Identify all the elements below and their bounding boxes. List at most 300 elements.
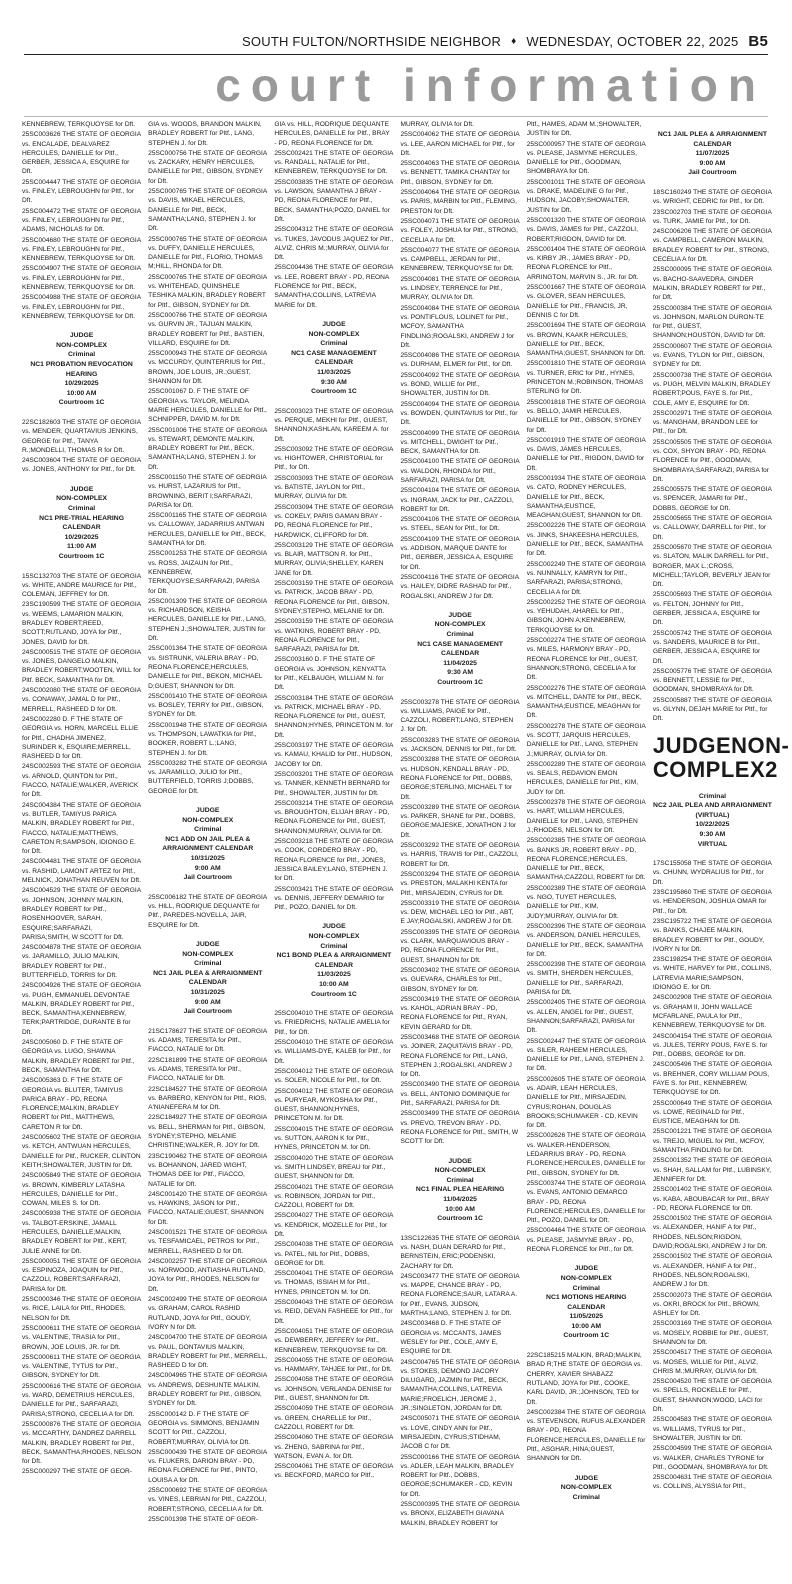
calendar-header-line: 11:00 AM [66, 543, 97, 551]
calendar-header-line: NC1 PROBATION REVOCATION HEARING [30, 361, 133, 378]
case-entry: 24SC002499 THE STATE OF GEORGIA vs. GRAHAM, CAROL RASHID RUTLAND, JOYA for Pltf., GOUDY, IVORY N for Dft. [148, 1296, 267, 1331]
calendar-header-line: 9:30 AM [321, 378, 347, 386]
calendar-header-line: NON-COMPLEX [560, 1274, 612, 1282]
case-entry: 13SC122635 THE STATE OF GEORGIA vs. NASH, DUAN DERARD for Pltf., BERNSTEIN, ERIC;PODENSKI, ZACHARY for Dft. [400, 1234, 520, 1270]
case-entry: 25SC002226 THE STATE OF GEORGIA vs. JINKS, SHAKEESHA HERCULES, DANIELLE for Pltf., BECK, SAMANTHA for Dft. [526, 522, 646, 558]
case-entry: 25SC003169 THE STATE OF GEORGIA vs. MOSELY, ROBBIE for Pltf., GUEST, SHANNON for Dft. [652, 1320, 772, 1346]
case-entry: 23SC195722 THE STATE OF GEORGIA vs. BANKS, CHAJEE MALKIN, BRADLEY ROBERT for Pltf., GOUDY, IVORY N for Dft. [652, 917, 772, 953]
publication-name: SOUTH FULTON/NORTHSIDE NEIGHBOR [242, 33, 502, 49]
case-entry: 25SC002396 THE STATE OF GEORGIA vs. ANDERSON, DANIEL HERCULES, DANIELLE for Pltf., BECK, SAMANTHA for Dft. [526, 922, 646, 958]
case-entry: 25SC003160 D. F THE STATE OF GEORGIA vs. JOHNSON, KENYATTA for Pltf., KELBAUGH, WILLIAM N. for Dft. [274, 656, 386, 692]
case-entry: 24SC005938 THE STATE OF GEORGIA vs. TALBOT-ERSKINE, JAMALL HERCULES, DANIELLE;MALKIN, BRADLEY ROBERT for Pltf., KERT, JULIE ANNE for Dft. [22, 1210, 141, 1255]
case-entry: 25SC004064 THE STATE OF GEORGIA vs. PARIS, MARBIN for Pltf., FLEMING, PRESTON for Dft. [400, 189, 520, 215]
calendar-header-line: NC1 FINAL PLEA HEARING [415, 1186, 505, 1194]
calendar-header-line: 11/04/2025 [443, 1195, 477, 1203]
case-entry: 25SC001818 THE STATE OF GEORGIA vs. BELLO, JAMIR HERCULES, DANIELLE for Pltf., GIBSON, SYDNEY for Dft. [526, 398, 646, 434]
page-number: B5 [748, 32, 768, 50]
case-entry: 25SC004061 THE STATE OF GEORGIA vs. BECKFORD, MARCO for Pltf., [274, 1463, 394, 1480]
case-entry: 24SC005060 D. F THE STATE OF GEORGIA vs. LUGO, SHAWNA MALKIN, BRADLEY ROBERT for Pltf., BECK, SAMANTHA for Dft. [22, 1039, 135, 1074]
case-entry: 25SC003292 THE STATE OF GEORGIA vs. HARRIS, TRAVIS for Pltf., CAZZOLI, ROBERT for Dft. [400, 842, 520, 868]
calendar-header-line: NON-COMPLEX [652, 732, 790, 782]
case-entry: 25SC001948 THE STATE OF GEORGIA vs. THOMPSON, LAWATKIA for Pltf., BOOKER, ROBERT L.;LANG, STEPHEN J. for Dft. [148, 721, 267, 757]
case-entry: 25SC000095 THE STATE OF GEORGIA vs. BACHO-SAAVEDRA, GINDER MALKIN, BRADLEY ROBERT for Pltf., for Dft. [652, 266, 772, 302]
case-entry: 17SC155058 THE STATE OF GEORGIA vs. CHUNN, WYDRALIUS for Pltf., for Dft. [652, 860, 772, 886]
calendar-header-line: JUDGE [322, 923, 346, 931]
case-entry: 25SC000616 THE STATE OF GEORGIA vs. WARD, DEMETRIUS HERCULES, DANIELLE for Pltf., SARFARAZI, PARISA;STRONG, CECELIA A for Dft. [22, 1382, 141, 1418]
calendar-header-line: NC1 BOND PLEA & ARRAIGNMENT CALENDAR [276, 952, 392, 969]
case-entry: 25SC002289 THE STATE OF GEORGIA vs. SEALS, REDAVION EMON HERCULES, DANIELLE for Pltf., KIM, JUDY for Dft. [526, 760, 646, 796]
diamond-separator-icon: ♦ [511, 35, 517, 47]
case-entry: 25SC001810 THE STATE OF GEORGIA vs. TURNER, ERIC for Pltf., HYNES, PRINCETON M.;ROBINSON, THOMAS STERLING for Dft. [526, 360, 646, 396]
calendar-header-line: NC1 ADD ON JAIL PLEA & ARRAIGNMENT CALENDAR [162, 835, 254, 853]
case-entry: 25SC004988 THE STATE OF GEORGIA vs. FINLEY, LEBROUGHN for Pltf., KENNEBREW, TERKQUOYSE for Dft. [22, 294, 141, 320]
case-entry: 23SC190462 THE STATE OF GEORGIA vs. BOHANNON, JARED WIGHT, THOMAS DEE for Pltf., FIACCO, NATALIE for Dft. [148, 1152, 267, 1188]
calendar-header-line: Courtroom 1C [311, 388, 357, 396]
calendar-header-line: JUDGE [448, 611, 472, 619]
calendar-header-line: 9:00 AM [194, 864, 221, 872]
calendar-header-line: 10/22/2025 [695, 821, 730, 829]
case-entry: 25SC004599 THE STATE OF GEORGIA vs. WALKER, CHARLES TYRONE for Pltf., GOODMAN, SHOMBRAYA for Dft. [652, 1445, 772, 1471]
case-entry: 25SC003288 THE STATE OF GEORGIA vs. HUDSON, KENDALL BRAY - PD, REONA FLORENCE for Pltf., DOBBS, GEORGE;STERLING, MICHAEL T for Dft. [400, 756, 520, 801]
section-rule [24, 116, 768, 117]
case-entry: 25SC003283 THE STATE OF GEORGIA vs. JACKSON, DENNIS for Pltf., for Dft. [400, 736, 520, 754]
calendar-header-line: Courtroom 1C [437, 679, 483, 686]
calendar-header-line: 11/04/2025 [443, 659, 477, 667]
case-entry: 25SC004060 THE STATE OF GEORGIA vs. ZHENG, SABRINA for Pltf., WATSON, EVAN A. for Dft. [274, 1434, 394, 1460]
case-entry: 25SC001694 THE STATE OF GEORGIA vs. BROWN, KAAKR HERCULES, DANIELLE for Pltf., BECK, SAMANTHA;GUEST, SHANNON for Dft. [526, 322, 646, 358]
case-entry: 25SC003159 THE STATE OF GEORGIA vs. PATRICK, JACOB BRAY - PD, REONA FLORENCE for Pltf., GIBSON, SYDNEY;STEPHO, MELANIE for Dft. [274, 580, 394, 615]
case-entry: 25SC005776 THE STATE OF GEORGIA vs. BENNETT, LESSIE for Pltf., GOODMAN, SHOMBRAYA for Dft. [652, 667, 772, 694]
case-entry: 25SC004010 THE STATE OF GEORGIA vs. WILLIAMS-DYE, KALEB for Pltf., for Dft. [274, 1039, 394, 1065]
calendar-header-line: Courtroom 1C [311, 990, 357, 998]
case-entry: 24SC002257 THE STATE OF GEORGIA vs. NORWOOD, ANTIASHA RUTLAND, JOYA for Pltf., RHODES, NELSON for Dft. [148, 1257, 267, 1293]
case-entry: 25SC005505 THE STATE OF GEORGIA vs. COX, SHYON BRAY - PD, REONA FLORENCE for Pltf., GOODMAN, SHOMBRAYA;SARFARAZI, PARISA for Dft. [652, 438, 772, 483]
case-entry: 25SC004472 THE STATE OF GEORGIA vs. FINLEY, LEBROUGHN for Pltf., ADAMS, NICHOLAS for Dft. [22, 207, 141, 234]
case-entry: 25SC004043 THE STATE OF GEORGIA vs. REID, DEVAN FASHEEE for Pltf., for Dft. [274, 1299, 394, 1325]
header-rule [24, 54, 768, 55]
case-entry: 24SC002280 D. F THE STATE OF GEORGIA vs. HORN, MARCELL ELLIE for Pltf., CHADHA JIMENEZ, SURINDER K, ESQUIRE;MERRELL, RASHEED D for Dft. [22, 715, 139, 761]
page-header [24, 30, 768, 52]
case-entry: 24SC004765 THE STATE OF GEORGIA vs. STOKES, DEMOND JACORY DILUGARD, JAZMIN for Pltf., BECK, SAMANTHA;COLLINS, LATREVIA MARIE;FROELICH, JEROME J., JR.;SINGLETON, JORDAN for Dft. [400, 1358, 520, 1413]
case-entry: 25SC003499 THE STATE OF GEORGIA vs. PREVO, TREVON BRAY - PD, REONA FLORENCE for Pltf., SMITH, W SCOTT for Dft. [400, 1110, 520, 1146]
calendar-header-line: JUDGE [69, 332, 94, 340]
calendar-header-line: JUDGE [322, 320, 346, 328]
case-entry: 25SC000607 THE STATE OF GEORGIA vs. EVANS, TYLON for Pltf., GIBSON, SYDNEY for Dft. [652, 342, 772, 369]
calendar-header-line: 11/03/2025 [317, 971, 351, 979]
case-entry: 24SC004529 THE STATE OF GEORGIA vs. JOHNSON, JOHNNY MALKIN, BRADLEY ROBERT for Pltf., ROSENHOOVER, SARAH, ESQUIRE;SARFARAZI, PARISA;SMITH, W SCOTT for Dft. [22, 887, 141, 941]
case-entry: 25SC002421 THE STATE OF GEORGIA vs. RANDALL, NATALIE for Pltf., KENNEBREW, TERKQUOYSE for Dft. [274, 149, 394, 176]
calendar-header-line: 11/05/2025 [569, 1313, 604, 1321]
case-entry: 25SC004109 THE STATE OF GEORGIA vs. ADDISON, MARQUE DANTE for Pltf., GERBER, JESSICA A, ESQUIRE for Dft. [400, 535, 520, 571]
case-entry: 18SC160249 THE STATE OF GEORGIA vs. WRIGHT, CEDRIC for Pltf., for Dft. [652, 188, 772, 206]
case-entry: 25SC003402 THE STATE OF GEORGIA vs. GUEVARA, CHARLES for Pltf., GIBSON, SYDNEY for Dft. [400, 966, 520, 993]
case-entry: 25SC001352 THE STATE OF GEORGIA vs. SHAH, SALLAM for Pltf., LUBINSKY, JENNIFER for Dft. [652, 1157, 772, 1183]
case-entry: 25SC004517 THE STATE OF GEORGIA vs. MOSES, WILLIE for Pltf., ALVIZ, CHRIS M.;MURRAY, OLIVIA for Dft. [652, 1349, 772, 1375]
case-entry: 25SC006182 THE STATE OF GEORGIA vs. HILL, RODRIQUE DEQUANTE for Pltf., PAREDES-NOVELLA, JAIR, ESQUIRE for Dft. [148, 893, 267, 929]
case-entry: 24SC002080 THE STATE OF GEORGIA vs. CONAWAY, JAMAL D for Pltf., MERRELL, RASHEED D for Dft. [22, 687, 141, 713]
calendar-header-line: 10:00 AM [66, 389, 97, 397]
calendar-header-line: NON-COMPLEX [434, 621, 486, 629]
case-entry: 25SC004106 THE STATE OF GEORGIA vs. STEEL, SEAN for Pltf., for Dft. [400, 516, 520, 533]
calendar-header-line: NC1 JAIL PLEA & ARRAIGNMENT CALENDAR [657, 131, 768, 148]
case-entry: 25SC004015 THE STATE OF GEORGIA vs. SUTTON, AARON K for Pltf., HYNES, PRINCETON M. for Dft. [274, 1125, 394, 1152]
case-entry: 24SC005849 THE STATE OF GEORGIA vs. BROWN, KIMBERLY LATASHA HERCULES, DANIELLE for Pltf., COWAN, MILES S. for Dft. [22, 1172, 141, 1208]
case-entry: 25SC001067 D. F THE STATE OF GEORGIA vs. TAYLOR, MELINDA MARIE HERCULES, DANIELLE for Pltf., SCHNIPPER, DAVID M. for Dft. [148, 388, 267, 424]
case-entry: 25SC005742 THE STATE OF GEORGIA vs. SANDERS, MAURICE B for Pltf., GERBER, JESSICA A, ESQUIRE for Dft. [652, 629, 772, 665]
case-entry: 25SC000142 D. F THE STATE OF GEORGIA vs. SIMMONS, BENJAMIN SCOTT for Pltf., CAZZOLI, ROBERT;MURRAY, OLIVIA for Dft. [148, 1410, 260, 1446]
case-entry: 25SC002278 THE STATE OF GEORGIA vs. SCOTT, JARQUIS HERCULES, DANIELLE for Pltf., LANG, STEPHEN J.;MURRAY, OLIVIA for Dft. [526, 722, 646, 758]
case-entry: 25SC002389 THE STATE OF GEORGIA vs. NGO, TUYET HERCULES, DANIELLE for Pltf., KIM, JUDY;MURRAY, OLIVIA for Dft. [526, 884, 646, 920]
calendar-header-line: 10/31/2025 [190, 988, 225, 996]
calendar-header-line: NC1 PRE-TRIAL HEARING CALENDAR [39, 514, 124, 532]
calendar-header-line: 9:30 AM [699, 830, 726, 838]
case-entry: 25SC000738 THE STATE OF GEORGIA vs. PUGH, MELVIN MALKIN, BRADLEY ROBERT;POUS, FAYE S. for Pltf., COLE, AMY E, ESQUIRE for Dft. [652, 371, 772, 407]
case-entry: 25SC000384 THE STATE OF GEORGIA vs. JOHNSON, MARLON DURON-TE for Pltf., GUEST, SHANNON;HOUSTON, DAVID for Dft. [652, 304, 772, 340]
case-entry: 23SC198254 THE STATE OF GEORGIA vs. WHITE, HARVEY for Pltf., COLLINS, LATREVIA MARIE;SAMPSON, IDIONGO E. for Dft. [652, 956, 772, 992]
case-entry: 25SC001165 THE STATE OF GEORGIA vs. CALLOWAY, JADARRIUS ANTWAN HERCULES, DANIELLE for Pltf., BECK, SAMANTHA for Dft. [148, 512, 267, 548]
case-entry: 24SC003468 D. F THE STATE OF GEORGIA vs. MCCANTS, JAMES WESLEY for Pltf., COLE, AMY E, ESQUIRE for Dft. [400, 1320, 502, 1356]
case-entry: 25SC004041 THE STATE OF GEORGIA vs. THOMAS, ISSIAH M for Pltf., HYNES, PRINCETON M. for Dft. [274, 1270, 394, 1296]
case-entry: 24SC004965 THE STATE OF GEORGIA vs. ANDREWS, DESHUNTE MALKIN, BRADLEY ROBERT for Pltf., GIBSON, SYDNEY for Dft. [148, 1372, 267, 1408]
case-entry: 25SC004086 THE STATE OF GEORGIA vs. DURHAM, ELMER for Pltf., for Dft. [400, 352, 520, 369]
case-entry: 25SC003201 THE STATE OF GEORGIA vs. TANNER, KENNETH BERNARD for Pltf., SHOWALTER, JUSTIN for Dft. [274, 770, 394, 797]
case-entry: 25SC000876 THE STATE OF GEORGIA vs. MCCARTHY, DANDREZ DARRELL MALKIN, BRADLEY ROBERT for Pltf., BECK, SAMANTHA;RHODES, NELSON for Dft. [22, 1420, 142, 1466]
case-entry: 25SC003218 THE STATE OF GEORGIA vs. COOK, CORDERO BRAY - PD, REONA FLORENCE for Pltf., JONES, JESSICA BAILEY;LANG, STEPHEN J. for Dft. [274, 838, 394, 883]
case-entry: 25SC002276 THE STATE OF GEORGIA vs. MITCHELL, DANTE for Pltf., BECK, SAMANTHA;EUSTICE, MEAGHAN for Dft. [526, 684, 646, 720]
case-entry: 25SC001410 THE STATE OF GEORGIA vs. BOSLEY, TERRY for Pltf., GIBSON, SYDNEY for Dft. [148, 692, 267, 719]
calendar-header-line: NON-COMPLEX [56, 495, 108, 503]
calendar-header-line: Criminal [320, 942, 348, 950]
case-entry: 25SC000649 THE STATE OF GEORGIA vs. LOWE, REGINALD for Pltf., EUSTICE, MEAGHAN for Dft. [652, 1099, 772, 1126]
case-entry: 24SC002908 THE STATE OF GEORGIA vs. GRAHAM II, JOHN WALLACE MCFARLANE, PAULA for Pltf., KENNEBREW, TERKQUOYSE for Dft. [652, 994, 772, 1030]
calendar-header-line: 11/03/2025 [317, 368, 351, 376]
calendar-header-line: 10:00 AM [571, 1322, 602, 1330]
case-entry: 23SC190599 THE STATE OF GEORGIA vs. WEEMS, LAMARION MALKIN, BRADLEY ROBERT;REED, SCOTT;RUTLAND, JOYA for Pltf., JONES, DAVID for Dft. [22, 601, 141, 646]
case-entry: 25SC004071 THE STATE OF GEORGIA vs. FOLEY, JOSHUA for Pltf., STRONG, CECELIA A for Dft. [400, 217, 520, 244]
case-entry: 24SC004154 THE STATE OF GEORGIA vs. JULES, TERRY POUS, FAYE S. for Pltf., DOBBS, GEORGE for Dft. [652, 1032, 772, 1059]
case-entry: 25SC005575 THE STATE OF GEORGIA vs. SPENCER, JAMARI for Pltf., DOBBS, GEORGE for Dft. [652, 486, 772, 512]
calendar-header-line: Jail Courtroom [688, 169, 737, 177]
case-entry: 15SC132703 THE STATE OF GEORGIA vs. WHITE, ANDRE MAURICE for Pltf., COLEMAN, JEFFREY for Dft. [22, 572, 141, 599]
calendar-header [401, 1157, 520, 1224]
case-entry: 25SC003490 THE STATE OF GEORGIA vs. BELL, ANTONIO DOMINIQUE for Pltf., SARFARAZI, PARISA for Dft. [400, 1081, 520, 1108]
case-entry: 24SC006206 THE STATE OF GEORGIA vs. CAMPBELL, CAMERON MALKIN, BRADLEY ROBERT for Pltf., STRONG, CECELIA A for Dft. [652, 228, 772, 264]
calendar-header-line: 10/31/2025 [190, 855, 225, 863]
case-entry: 25SC004084 THE STATE OF GEORGIA vs. PONTIFLOUS, LOLINET for Pltf., MCFOY, SAMANTHA FINDLING;ROGALSKI, ANDREW J for Dft. [400, 304, 520, 349]
case-entry: 25SC001502 THE STATE OF GEORGIA vs. ALEXANDER, HANIF A for Pltf., RHODES, NELSON;ROGALSKI, ANDREW J for Dft. [652, 1253, 772, 1289]
case-entry: 25SC004631 THE STATE OF GEORGIA vs. COLLINS, ALYSSIA for Pltf., [652, 1474, 772, 1491]
calendar-header-line: NC1 CASE MANAGEMENT CALENDAR [291, 349, 377, 367]
case-entry: 22SC184527 THE STATE OF GEORGIA vs. BARBERO, KENYON for Pltf., RIOS, A'NIANEFERA M for Dft. [148, 1085, 267, 1112]
calendar-header [148, 940, 267, 1017]
case-entry: 25SC000692 THE STATE OF GEORGIA vs. VINES, LEBRIAN for Pltf., CAZZOLI, ROBERT;STRONG, CECELIA A for Dft. [148, 1487, 267, 1513]
case-entry: 24SC004384 THE STATE OF GEORGIA vs. BUTLER, TAMIYUS PARICA MALKIN, BRADLEY ROBERT for Pltf., FIACCO, NATALIE;MATTHEWS, CARETON R;SAMPSON, IDIONGO E. for Dft. [22, 801, 141, 856]
column-2 [148, 120, 267, 1576]
case-entry: 25SC003093 THE STATE OF GEORGIA vs. BATISTE, JAYLON for Pltf., MURRAY, OLIVIA for Dft. [274, 474, 394, 501]
case-entry: 25SC001309 THE STATE OF GEORGIA vs. RICHARDSON, KEISHA HERCULES, DANIELLE for Pltf., LANG, STEPHEN J.;SHOWALTER, JUSTIN for Dft. [148, 597, 267, 643]
case-entry: 25SC004100 THE STATE OF GEORGIA vs. WALDON, RHONDA for Pltf., SARFARAZI, PARISA for Dft. [400, 458, 520, 484]
case-entry: 25SC003294 THE STATE OF GEORGIA vs. PRESTON, MALAKHI KENTA for Pltf., MIRSAJEDIN, CYRUS for Dft. [400, 870, 520, 897]
calendar-header-line: NON-COMPLEX [434, 1167, 486, 1175]
calendar-header-line: NC1 CASE MANAGEMENT CALENDAR [417, 640, 503, 658]
calendar-header-line: Criminal [572, 1493, 600, 1501]
calendar-header-line: Criminal [194, 826, 222, 834]
calendar-header-line: Criminal [446, 1176, 474, 1184]
case-entry: 25SC000765 THE STATE OF GEORGIA vs. DUFFY, DANIELLE HERCULES, DANIELLE for Pltf., FLORIO, THOMAS M;HILL, RHONDA for Dft. [148, 235, 267, 271]
calendar-header [527, 1474, 646, 1503]
case-entry: 25SC000957 THE STATE OF GEORGIA vs. PLEASE, JASMYNE HERCULES, DANIELLE for Pltf., GOODMAN, SHOMBRAYA for Dft. [526, 140, 646, 176]
calendar-header [274, 320, 393, 397]
case-entry: 25SC001934 THE STATE OF GEORGIA vs. CATO, RODNEY HERCULES, DANIELLE for Pltf., BECK, SAMANTHA;EUSTICE, MEAGHAN;GUEST, SHANNON for Dft. [526, 474, 646, 520]
calendar-header-line: 2 [765, 756, 778, 782]
calendar-header-line: Criminal [320, 340, 348, 348]
calendar-header-line: NON-COMPLEX [182, 950, 234, 958]
calendar-header-line: NC1 MOTIONS HEARING CALENDAR [546, 1294, 627, 1311]
case-entry: 25SC000943 THE STATE OF GEORGIA vs. MCCURDY, QUINTERRIUS for Pltf., BROWN, JOE LOUIS, JR.;GUEST, SHANNON for Dft. [148, 350, 267, 386]
calendar-header-line: Jail Courtroom [183, 874, 232, 882]
case-entry: 24SC004481 THE STATE OF GEORGIA vs. RASHID, LAMONT ARTEZ for Pltf., MELNICK, JONATHAN REUVEN for Dft. [22, 858, 141, 885]
case-entry: 25SC003421 THE STATE OF GEORGIA vs. DENNIS, JEFFERY DEMARIO for Pltf., POZO, DANIEL for Dft. [274, 885, 394, 912]
case-entry: 25SC003094 THE STATE OF GEORGIA vs. COKELY, PARIS GAMAN BRAY - PD, REONA FLORENCE for Pltf., HARDWICK, CLIFFORD for Dft. [274, 503, 394, 539]
case-entry: 25SC001253 THE STATE OF GEORGIA vs. ROSS, JAIZAUN for Pltf., KENNEBREW, TERKQUOYSE;SARFARAZI, PARISA for Dft. [148, 550, 267, 595]
case-entry: 25SC004464 THE STATE OF GEORGIA vs. PLEASE, JASMYNE BRAY - PD, REONA FLORENCE for Pltf., for Dft. [526, 1227, 646, 1254]
columns-container [22, 120, 790, 1576]
case-entry: 25SC001221 THE STATE OF GEORGIA vs. TREJO, MIGUEL for Pltf., MCFOY, SAMANTHA FINDLING for Dft. [652, 1128, 772, 1155]
calendar-header-line: NC2 JAIL PLEA AND ARRAIGNMENT (VIRTUAL) [653, 802, 772, 819]
case-entry: 25SC003395 THE STATE OF GEORGIA vs. CLARK, MARQUAVIOUS BRAY - PD, REONA FLORENCE for Pltf., GUEST, SHANNON for Dft. [400, 928, 520, 964]
calendar-header-line: JUDGE [196, 807, 220, 815]
case-entry: 25SC001364 THE STATE OF GEORGIA vs. SISTRUNK, VALERIA BRAY - PD, REONA FLORENCE;HERCULES, DANIELLE for Pltf., BEKON, MICHAEL D;GUEST, SHANNON for Dft. [148, 645, 267, 690]
judge-heading [652, 732, 790, 782]
calendar-header-line: JUDGE [574, 1265, 598, 1273]
case-entry: 25SC003129 THE STATE OF GEORGIA vs. BLAIR, MATTSON R. for Pltf., MURRAY, OLIVIA;SHELLEY, KAREN JANE for Dft. [274, 541, 394, 577]
calendar-header-line: Courtroom 1C [437, 1215, 483, 1223]
case-entry: 25SC003184 THE STATE OF GEORGIA vs. PATRICK, MICHAEL BRAY - PD, REONA FLORENCE for Pltf., GUEST, SHANNON;HYNES, PRINCETON M. for Dft. [274, 694, 394, 739]
calendar-header [22, 485, 141, 562]
case-entry: 25SC004680 THE STATE OF GEORGIA vs. FINLEY, LEBROUGHN for Pltf., KENNEBREW, TERKQUOYSE for Dft. [22, 236, 141, 263]
case-entry: 25SC001398 THE STATE OF GEOR- [148, 1515, 259, 1523]
case-entry: 25SC002626 THE STATE OF GEORGIA vs. WALKER-HENDERSON, LEDARRIUS BRAY - PD, REONA FLORENCE;HERCULES, DANIELLE for Pltf., GIBSON, SYDNEY for Dft. [526, 1132, 646, 1177]
case-entry: 25SC004010 THE STATE OF GEORGIA vs. FRIEDRICHS, NATALIE AMELIA for Pltf., for Dft. [274, 1010, 394, 1036]
publication-date: WEDNESDAY, OCTOBER 22, 2025 [526, 33, 739, 49]
calendar-header-line: Criminal [572, 1284, 600, 1292]
case-entry: 25SC001150 THE STATE OF GEORGIA vs. HURST, LAZARIUS for Pltf., BROWNING, BERIT I;SARFARAZI, PARISA for Dft. [148, 473, 267, 509]
case-entry: 25SC004094 THE STATE OF GEORGIA vs. BOWDEN, QUINTAVIUS for Pltf., for Dft. [400, 400, 520, 427]
calendar-header-line: VIRTUAL [697, 840, 728, 848]
case-entry: 25SC000346 THE STATE OF GEORGIA vs. RICE, LAILA for Pltf., RHODES, NELSON for Dft. [22, 1296, 141, 1322]
case-entry: 24SC002384 THE STATE OF GEORGIA vs. STEVENSON, RUFUS ALEXANDER BRAY - PD, REONA FLORENCE;HERCULES, DANIELLE for Pltf., ASGHAR, HINA;GUEST, SHANNON for Dft. [526, 1408, 646, 1463]
case-entry: 25SC004447 THE STATE OF GEORGIA vs. FINLEY, LEBROUGHN for Pltf., for Dft. [22, 178, 141, 205]
column-1 [22, 120, 141, 1576]
calendar-header [401, 611, 520, 688]
case-entry: 25SC003214 THE STATE OF GEORGIA vs. BROUGHTON, ELIJAH BRAY - PD, REONA FLORENCE for Pltf., GUEST, SHANNON;MURRAY, OLIVIA for Dft. [274, 799, 394, 835]
calendar-header-line: JUDGE [448, 1157, 472, 1165]
case-entry: 23SC002703 THE STATE OF GEORGIA vs. TURK, JAMIE for Pltf., for Dft. [652, 208, 772, 225]
case-entry: 25SC002398 THE STATE OF GEORGIA vs. SMITH, SHERDEN HERCULES, DANIELLE for Pltf., SARFARAZI, PARISA for Dft. [526, 961, 646, 997]
case-entry: 22SC181899 THE STATE OF GEORGIA vs. ADAMS, TERESITA for Pltf., FIACCO, NATALIE for Dft. [148, 1056, 267, 1083]
calendar-header-line: JUDGE [69, 485, 94, 493]
calendar-header [653, 130, 772, 178]
case-entry: 25SC003835 THE STATE OF GEORGIA vs. LAWSON, SAMANTHA J BRAY - PD, REONA FLORENCE for Pltf., BECK, SAMANTHA;POZO, DANIEL for Dft. [274, 178, 394, 223]
calendar-header-line: NON-COMPLEX [56, 341, 108, 349]
case-entry: 25SC002405 THE STATE OF GEORGIA vs. ALLEN, ANGEL for Pltf., GUEST, SHANNON;SARFARAZI, PARISA for Dft. [526, 999, 646, 1035]
case-entry: 25SC001011 THE STATE OF GEORGIA vs. DRAKE, MADELINE G for Pltf., HUDSON, JACOBY;SHOWALTER, JUSTIN for Dft. [526, 178, 645, 214]
case-entry: 24SC004926 THE STATE OF GEORGIA vs. PUGH, EMMANUEL DEVONTAE MALKIN, BRADLEY ROBERT for Pltf., BECK, SAMANTHA;KENNEBREW, TERK;PARTRIDGE, DURANTE B for Dft. [22, 982, 141, 1036]
case-entry: 25SC003159 THE STATE OF GEORGIA vs. WATKINS, ROBERT BRAY - PD, REONA FLORENCE for Pltf., SARFARAZI, PARISA for Dft. [274, 618, 394, 654]
calendar-header-line: Criminal [67, 351, 96, 359]
case-entry: 25SC004038 THE STATE OF GEORGIA vs. PATEL, NIL for Pltf., DOBBS, GEORGE for Dft. [274, 1241, 394, 1267]
case-entry: 22SC185215 MALKIN, BRAD;MALKIN, BRAD R;THE STATE OF GEORGIA vs. CHERRY, XAVIER SHABAZZ RUTLAND, JOYA for Pltf., COOKE, KARL DAVID, JR.;JOHNSON, TED for Dft. [526, 1352, 643, 1406]
case-entry: 25SC002385 THE STATE OF GEORGIA vs. BANKS JR, ROBERT BRAY - PD, REONA FLORENCE;HERCULES, DANIELLE for Pltf., BECK, SAMANTHA;CAZZOLI, ROBERT for Dft. [526, 837, 646, 882]
case-entry: 22SC184927 THE STATE OF GEORGIA vs. BELL, SHERMAN for Pltf., GIBSON, SYDNEY;STEPHO, MELANIE CHRISTINE;WALKER, R. JOY for Dft. [148, 1114, 267, 1150]
case-entry: 24SC002593 THE STATE OF GEORGIA vs. ARNOLD, QUINTON for Pltf., FIACCO, NATALIE;WALKER, AVERICK for Dft. [22, 763, 141, 799]
calendar-header [22, 331, 141, 408]
calendar-header-line: 9:30 AM [447, 669, 473, 677]
case-entry: 25SC005670 THE STATE OF GEORGIA vs. SLATON, MALIK DARRELL for Pltf., BORGER, MAX L.;CROSS, MICHELL;TAYLOR, BEVERLY JEAN for Dft. [652, 543, 772, 589]
case-entry: 25SC001404 THE STATE OF GEORGIA vs. KIRBY JR., JAMES BRAY - PD, REONA FLORENCE for Pltf., ARRINGTON, MARVIN S., JR. for Dft. [526, 245, 646, 281]
calendar-header-line: NON-COMPLEX [182, 816, 234, 824]
case-entry: 25SC004312 THE STATE OF GEORGIA vs. TUKES, JAVODUS JAQUEZ for Pltf., ALVIZ, CHRIS M.;MURRAY, OLIVIA for Dft. [274, 226, 394, 262]
calendar-header-line: Criminal [698, 792, 727, 800]
calendar-header-line: Criminal [446, 631, 474, 639]
calendar-header-line: NON-COMPLEX [308, 330, 360, 338]
case-entry: 25SC003626 THE STATE OF GEORGIA vs. ENCALADE, DEALVAREZ HERCULES, DANIELLE for Pltf., GERBER, JESSICA A, ESQUIRE for Dft. [22, 131, 141, 176]
case-entry: 25SC004520 THE STATE OF GEORGIA vs. SPELLS, ROCKELLE for Pltf., GUEST, SHANNON;WOOD, LACI for Dft. [652, 1378, 772, 1414]
case-entry: GIA vs. WOODS, BRANDON MALKIN, BRADLEY ROBERT for Pltf., LANG, STEPHEN J. for Dft. [148, 121, 262, 147]
case-entry: MURRAY, OLIVIA for Dft. [400, 121, 474, 128]
case-entry: 25SC001320 THE STATE OF GEORGIA vs. DAVIS, JAMES for Pltf., CAZZOLI, ROBERT;RIGDON, DAVID for Dft. [526, 216, 646, 243]
case-entry: 25SC004012 THE STATE OF GEORGIA vs. PURYEAR, MYKOSHA for Pltf., GUEST, SHANNON;HYNES, PRINCETON M. for Dft. [274, 1087, 394, 1123]
case-entry: 25SC002249 THE STATE OF GEORGIA vs. NUNNALLY, KAMRYN for Pltf., SARFARAZI, PARISA;STRONG, CECELIA A for Dft. [526, 560, 646, 596]
case-entry: 24SC005602 THE STATE OF GEORGIA vs. KETCH, ANTWUAN HERCULES, DANIELLE for Pltf., RUCKER, CLINTON KEITH;SHOWALTER, JUSTIN for Dft. [22, 1134, 141, 1169]
case-entry: 25SC004081 THE STATE OF GEORGIA vs. LINDSEY, TERRENCE for Pltf., MURRAY, OLIVIA for Dft. [400, 275, 520, 302]
calendar-header-line: 10:00 AM [445, 1205, 475, 1213]
case-entry: 24SC005363 D. F THE STATE OF GEORGIA vs. BLUTER, TAMIYUS PARICA BRAY - PD, REONA FLORENCE;MALKIN, BRADLEY ROBERT for Pltf., MATTHEWS, CARETON R for Dft. [22, 1077, 123, 1131]
case-entry: 25SC001502 THE STATE OF GEORGIA vs. ALEXANDER, HANIF A for Pltf., RHODES, NELSON;RIGDON, DAVID;ROGALSKI, ANDREW J for Dft. [652, 1215, 772, 1251]
calendar-header [527, 1264, 646, 1341]
case-entry: 25SC002971 THE STATE OF GEORGIA vs. MANGHAM, BRANDON LEE for Pltf., for Dft. [652, 409, 772, 436]
case-entry: 25SC004116 THE STATE OF GEORGIA vs. HAILEY, DIDRE RASHAD for Pltf., ROGALSKI, ANDREW J for Dft. [400, 573, 519, 600]
calendar-header-line: NON-COMPLEX [560, 1484, 612, 1492]
calendar-header-line: NON-COMPLEX [308, 933, 360, 941]
case-entry: 25SC003023 THE STATE OF GEORGIA vs. PERQUE, MEKHI for Pltf., GUEST, SHANNON;KASHLAN, KAREEM A. for Dft. [274, 407, 394, 443]
column-5 [527, 120, 646, 1576]
case-entry: 25SC004583 THE STATE OF GEORGIA vs. WILLIAMS, TYRUS for Pltf., SHOWALTER, JUSTIN for Dft. [652, 1416, 772, 1442]
calendar-header-line: Courtroom 1C [58, 399, 105, 407]
case-entry: 25SC004012 THE STATE OF GEORGIA vs. SOLER, NICOLE for Pltf., for Dft. [274, 1067, 394, 1085]
case-entry: 25SC001667 THE STATE OF GEORGIA vs. GLOVER, SEAN HERCULES, DANIELLE for Pltf., FRANCIS, JR, DENNIS C for Dft. [526, 284, 646, 319]
case-entry: 25SC004436 THE STATE OF GEORGIA vs. LEE, ROBERT BRAY - PD, REONA FLORENCE for Pltf., BECK, SAMANTHA;COLLINS, LATREVIA MARIE for Dft. [274, 264, 394, 309]
case-entry: 25SC000051 THE STATE OF GEORGIA vs. ESPINOZA, JOAQUIN for Pltf., CAZZOLI, ROBERT;SARFARAZI, PARISA for Dft. [22, 1257, 141, 1293]
calendar-header-line: JUDGE [652, 732, 732, 758]
case-entry: 24SC000515 THE STATE OF GEORGIA vs. JONES, DANGELO MALKIN, BRADLEY ROBERT;WOOTEN, WILL for Pltf. BECK, SAMANTHA for Dft. [22, 648, 141, 684]
case-entry: 25SC004907 THE STATE OF GEORGIA vs. FINLEY, LEBROUGHN for Pltf., KENNEBREW, TERKQUOYSE for Dft. [22, 265, 141, 292]
case-entry: 25SC004092 THE STATE OF GEORGIA vs. BOND, WILLIE for Pltf., SHOWALTER, JUSTIN for Dft. [400, 371, 520, 398]
case-entry: 25SC002378 THE STATE OF GEORGIA vs. HART, WILLIAM HERCULES, DANIELLE for Pltf., LANG, STEPHEN J.;RHODES, NELSON for Dft. [526, 799, 646, 834]
case-entry: 25SC003744 THE STATE OF GEORGIA vs. EVANS, ANTONIO DEMARCO BRAY - PD, REONA FLORENCE;HERCULES, DANIELLE for Pltf., POZO, DANIEL for Dft. [526, 1179, 646, 1225]
case-entry: 25SC000297 THE STATE OF GEOR- [22, 1468, 132, 1476]
case-entry: 24SC004700 THE STATE OF GEORGIA vs. PAUL, DONTAVIUS MALKIN, BRADLEY ROBERT for Pltf., MERRELL, RASHEED D for Dft. [148, 1334, 268, 1370]
case-entry: 25SC000611 THE STATE OF GEORGIA vs. VALENTINE, TYTUS for Pltf., GIBSON, SYDNEY for Dft. [22, 1353, 141, 1380]
case-entry: 25SC004055 THE STATE OF GEORGIA vs. HAMMARY, TAHJEE for Pltf., for Dft. [274, 1356, 394, 1374]
case-entry: 23SC195860 THE STATE OF GEORGIA vs. HENDERSON, JOSHUA OMAR for Pltf., for Dft. [652, 889, 772, 915]
case-entry: 25SC000765 THE STATE OF GEORGIA vs. DAVIS, MIKAEL HERCULES, DANIELLE for Pltf., BECK, SAMANTHA;LANG, STEPHEN J. for Dft. [148, 188, 267, 233]
calendar-header-line: Courtroom 1C [563, 1332, 610, 1340]
case-entry: 25SC005655 THE STATE OF GEORGIA vs. CALLOWAY, DARRELL for Pltf., for Dft. [652, 515, 772, 541]
case-entry: 24SC005071 THE STATE OF GEORGIA vs. LOVE, CINDY ANN for Pltf., MIRSAJEDIN, CYRUS;STIDHAM, JACOB C for Dft. [400, 1415, 520, 1451]
calendar-header-line: Jail Courtroom [183, 1008, 232, 1016]
case-entry: 24SC003477 THE STATE OF GEORGIA vs. MAPPE, CHANCE BRAY - PD, REONA FLORENCE;SAUR, LATARA A. for Pltf., EVANS, JUDSON, MARTHA;LANG, STEPHEN J. for Dft. [400, 1272, 520, 1318]
case-entry: 21SC178627 THE STATE OF GEORGIA vs. ADAMS, TERESITA for Pltf., FIACCO, NATALIE for Dft. [148, 1027, 267, 1054]
case-entry: 25SC003282 THE STATE OF GEORGIA vs. JARAMILLO, JULIO for Pltf., BUTTERFIELD, TORRIS J;DOBBS, GEORGE for Dft. [148, 759, 267, 795]
case-entry: 25SC003289 THE STATE OF GEORGIA vs. PARKER, SHANE for Pltf., DOBBS, GEORGE;MAJESKE, JONATHON J for Dft. [400, 803, 520, 839]
case-entry: 25SC004062 THE STATE OF GEORGIA vs. LEE, AARON MICHAEL for Pltf., for Dft. [400, 131, 520, 157]
calendar-header-line: JUDGE [574, 1474, 598, 1482]
calendar-header-line: 10/29/2025 [64, 533, 99, 541]
case-entry: 24SC003604 THE STATE OF GEORGIA vs. JONES, ANTHONY for Pltf., for Dft. [22, 457, 141, 474]
case-entry: 25SC002252 THE STATE OF GEORGIA vs. YEHUDAH, AHAREL for Pltf., GIBSON, JOHN A;KENNEBREW, TERKQUOYSE for Dft. [526, 598, 646, 634]
case-entry: 25SC000439 THE STATE OF GEORGIA vs. FLUKERS, DARION BRAY - PD, REONA FLORENCE for Pltf., PINTO, LOUISA A for Dft. [148, 1448, 267, 1484]
calendar-header-line: JUDGE [196, 941, 220, 949]
case-entry: 24SC001521 THE STATE OF GEORGIA vs. TESFAMICAEL, PETROS for Pltf., MERRELL, RASHEED D for Dft. [148, 1229, 267, 1255]
case-entry: 25SC002447 THE STATE OF GEORGIA vs. SILER, RAHEEM HERCULES, DANIELLE for Pltf., LANG, STEPHEN J. for Dft. [526, 1037, 646, 1073]
calendar-header-line: Criminal [67, 504, 96, 512]
calendar-header-line: 10:00 AM [319, 980, 349, 988]
calendar-header-line: 10/29/2025 [64, 380, 99, 388]
case-entry: 25SC000765 THE STATE OF GEORGIA vs. WHITEHEAD, QUINSHELE TESHIKA MALKIN, BRADLEY ROBERT for Pltf., GIBSON, SYDNEY for Dft. [148, 273, 267, 309]
case-entry: 24SC001420 THE STATE OF GEORGIA vs. HAWKINS, JASON for Pltf., FIACCO, NATALIE;GUEST, SHANNON for Dft. [148, 1190, 267, 1226]
case-entry: 25SC004063 THE STATE OF GEORGIA vs. BENNETT, TAMIKA CHANTAY for Pltf., GIBSON, SYDNEY for Dft. [400, 160, 520, 186]
case-entry: 25SC000166 THE STATE OF GEORGIA vs. ADLER, LEAH MALKIN, BRADLEY ROBERT for Pltf., DOBBS, GEORGE;SCHUMAKER - CD, KEVIN for Dft. [400, 1453, 520, 1498]
column-3 [274, 120, 393, 1576]
case-entry: Pltf., HAMES, ADAM M.;SHOWALTER, JUSTIN for Dft. [526, 121, 642, 138]
case-entry: 25SC004077 THE STATE OF GEORGIA vs. CAMPBELL, JERDAN for Pltf., KENNEBREW, TERKQUOYSE for Dft. [400, 246, 520, 273]
section-title: court information [215, 59, 766, 111]
column-4 [401, 120, 520, 1576]
case-entry: 25SC004058 THE STATE OF GEORGIA vs. JOHNSON, VERLANDA DENISE for Pltf., GUEST, SHANNON for Dft. [274, 1376, 394, 1403]
calendar-header [653, 792, 772, 850]
case-entry: 25SC003419 THE STATE OF GEORGIA vs. KAHOL, ADRIAN BRAY - PD, REONA FLORENCE for Pltf., RYAN, KEVIN GERARD for Dft. [400, 995, 520, 1031]
case-entry: 25SC000756 THE STATE OF GEORGIA vs. ZACKARY, HENRY HERCULES, DANIELLE for Pltf., GIBSON, SYDNEY for Dft. [148, 149, 267, 185]
case-entry: 25SC004059 THE STATE OF GEORGIA vs. GREEN, CHARELLE for Pltf., CAZZOLI, ROBERT for Dft. [274, 1405, 394, 1431]
case-entry: 25SC003092 THE STATE OF GEORGIA vs. HIGHTOWER, CHRISTORIAL for Pltf., for Dft. [274, 445, 394, 472]
case-entry: KENNEBREW, TERKQUOYSE for Dft. [22, 121, 136, 128]
case-entry: 25SC004020 THE STATE OF GEORGIA vs. SMITH LINDSEY, BREAU for Pltf., GUEST, SHANNON for Dft. [274, 1154, 394, 1181]
calendar-header-line: Courtroom 1C [58, 552, 105, 560]
case-entry: 25SC000611 THE STATE OF GEORGIA vs. VALENTINE, TRASIA for Pltf., BROWN, JOE LOUIS, JR. for Dft. [22, 1324, 141, 1351]
case-entry: 25SC000395 THE STATE OF GEORGIA vs. BRONX, ELIZABETH GIAVANA MALKIN, BRADLEY ROBERT for [400, 1501, 520, 1527]
case-entry: 25SC003278 THE STATE OF GEORGIA vs. WILLIAMS, PAIGE for Pltf., CAZZOLI, ROBERT;LANG, STEPHEN J. for Dft. [400, 698, 520, 734]
case-entry: 25SC004051 THE STATE OF GEORGIA vs. DEWBERRY, JEFFERY for Pltf., KENNEBREW, TERKQUOYSE for Dft. [274, 1327, 394, 1354]
case-entry: 25SC004021 THE STATE OF GEORGIA vs. ROBINSON, JORDAN for Pltf., CAZZOLI, ROBERT for Dft. [274, 1183, 394, 1210]
case-entry: 25SC004027 THE STATE OF GEORGIA vs. KENDRICK, MOZELLE for Pltf., for Dft. [274, 1212, 394, 1238]
calendar-header-line: NC1 JAIL PLEA & ARRAIGNMENT CALENDAR [153, 969, 263, 987]
case-entry: 25SC002605 THE STATE OF GEORGIA vs. ADAIR, LEAH HERCULES, DANIELLE for Pltf., MIRSAJEDIN, CYRUS;ROHAN, DOUGLAS BROOKS;SCHUMAKER - CD, KEVIN for Dft. [526, 1075, 646, 1130]
case-entry: 25SC001919 THE STATE OF GEORGIA vs. DAVIS, JAMES HERCULES, DANIELLE for Pltf., RIGDON, DAVID for Dft. [526, 436, 646, 472]
calendar-header-line: 9:00 AM [194, 998, 221, 1006]
case-entry: 22SC182603 THE STATE OF GEORGIA vs. MENDER, QUARTAVIUS JENKINS, GEORGE for Pltf., TANYA R.;MONDELLI, THOMAS R for Dft. [22, 418, 141, 454]
case-entry: 25SC002274 THE STATE OF GEORGIA vs. MILES, HARMONY BRAY - PD, REONA FLORENCE for Pltf., GUEST, SHANNON;STRONG, CECELIA A for Dft. [526, 637, 646, 682]
case-entry: 25SC003468 THE STATE OF GEORGIA vs. JOINER, ZAQUITAVIS BRAY - PD, REONA FLORENCE for Pltf., LANG, STEPHEN J.;ROGALSKI, ANDREW J for Dft. [400, 1033, 520, 1079]
case-entry: 24SC004878 THE STATE OF GEORGIA vs. JARAMILLO, JULIO MALKIN, BRADLEY ROBERT for Pltf., BUTTERFIELD, TORRIS for Dft. [22, 944, 141, 979]
calendar-header [274, 922, 393, 999]
case-entry: 25SC001006 THE STATE OF GEORGIA vs. STEWART, DEMONTE MALKIN, BRADLEY ROBERT for Pltf., BECK, SAMANTHA;LANG, STEPHEN J. for Dft. [148, 426, 267, 471]
case-entry: GIA vs. HILL, RODRIQUE DEQUANTE HERCULES, DANIELLE for Pltf., BRAY - PD, REONA FLORENCE for Dft. [274, 121, 390, 147]
case-entry: 25SC005887 THE STATE OF GEORGIA vs. GLYNN, DEJAH MARIE for Pltf., for Dft. [652, 696, 772, 723]
case-entry: 25SC005693 THE STATE OF GEORGIA vs. FELTON, JOHNNY for Pltf., GERBER, JESSICA A, ESQUIRE for Dft. [652, 591, 772, 627]
case-entry: 25SC004099 THE STATE OF GEORGIA vs. MITCHELL, DWIGHT for Pltf., BECK, SAMANTHA for Dft. [400, 429, 520, 456]
case-entry: 25SC003319 THE STATE OF GEORGIA vs. DEW, MICHAEL LEO for Pltf., ABT, E JAY;ROGALSKI, ANDREW J for Dft. [400, 899, 520, 926]
